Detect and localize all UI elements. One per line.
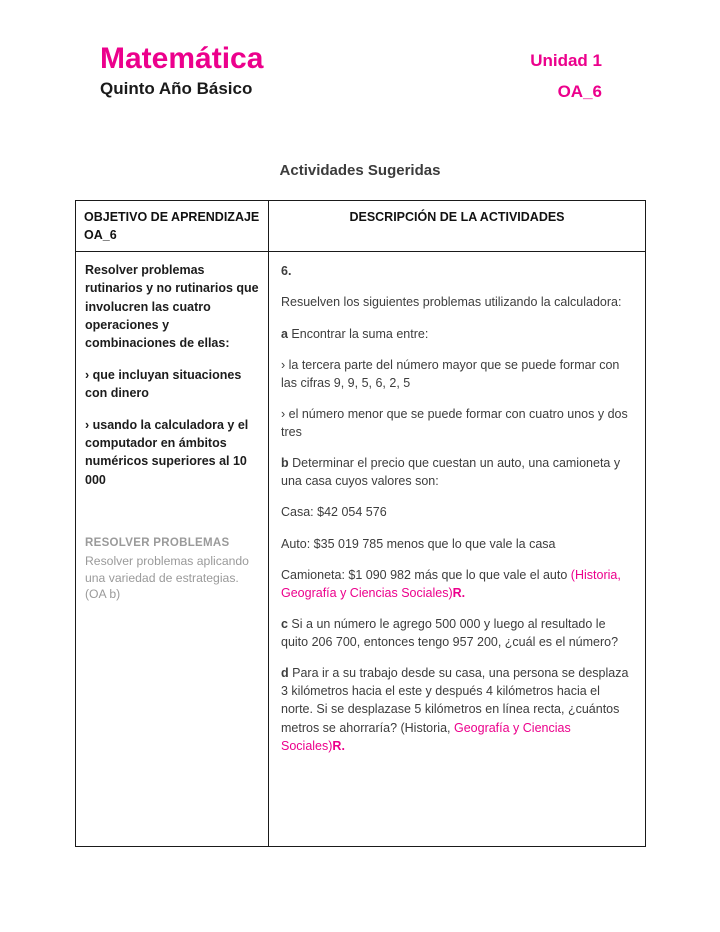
activity-number: 6. [281,264,292,279]
item-d-letter: d [281,666,289,681]
page-header [0,0,720,102]
camioneta-value [281,566,633,602]
item-c-letter: c [281,616,288,631]
camioneta-r-mark: R. [452,585,466,600]
item-b-letter: b [281,456,289,471]
item-a-text: Encontrar la suma entre: [287,326,429,341]
activity-intro: Resuelven los siguientes problemas utilizando la calculadora: [281,295,622,310]
casa-value: Casa: $42 054 576 [281,505,387,520]
subject-title: Matemática [100,42,264,75]
skill-text: Resolver problemas aplicando una variedad de estrategias. (OA b) [85,554,249,602]
activity-bullet-1: › la tercera parte del número mayor que se puede formar con las cifras 9, 9, 5, 6, 2, 5 [281,357,620,390]
objective-bullet-1: › que incluyan situaciones con dinero [85,367,242,400]
grade-subtitle: Quinto Año Básico [100,79,253,98]
activity-item-c [281,615,633,651]
skill-block [85,535,259,603]
activities-table [75,200,646,847]
auto-value: Auto: $35 019 785 menos que lo que vale la casa [281,536,556,551]
camioneta-text: Camioneta: $1 090 982 más que lo que vale el auto [281,567,571,582]
unit-label: Unidad 1 [530,51,602,70]
description-header-cell: DESCRIPCIÓN DE LA ACTIVIDADES [269,201,646,252]
header-right [530,42,602,102]
objective-header-cell: OBJETIVO DE APRENDIZAJE OA_6 [76,201,269,252]
objective-intro: Resolver problemas rutinarios y no rutinarios que involucren las cuatro operaciones y combinaciones de ellas: [85,263,259,350]
oa-code-label: OA_6 [557,82,602,101]
table-header-row [76,201,646,252]
item-d-text: Para ir a su trabajo desde su casa, una persona se desplaza 3 kilómetros hacia el este y después 4 kilómetros hacia el norte. Si se desplazase 5 kilómetros en línea recta, ¿cuántos metros se ahorraría? (Historia, [281,666,629,735]
activity-bullet-2: › el número menor que se puede formar con cuatro unos y dos tres [281,406,628,439]
item-c-text: Si a un número le agrego 500 000 y luego al resultado le quito 206 700, entonces tengo 957 200, ¿cuál es el número? [281,616,619,649]
objective-bullet-2: › usando la calculadora y el computador en ámbitos numéricos superiores al 10 000 [85,418,249,487]
item-d-r-mark: R. [332,738,345,753]
camioneta-subject-reference: (Historia, Geografía y Ciencias Sociales) [281,567,621,600]
header-left [100,42,263,99]
activity-item-a [281,325,633,343]
activity-item-d [281,664,633,755]
skill-title: RESOLVER PROBLEMAS [85,536,230,549]
section-title: Actividades Sugeridas [279,162,441,179]
item-d-subject-reference: Geografía y Ciencias Sociales) [281,720,571,753]
item-a-letter: a [281,326,288,341]
activity-item-b [281,454,633,490]
item-b-text: Determinar el precio que cuestan un auto, una camioneta y una casa cuyos valores son: [281,456,621,489]
table-body-row [76,252,646,847]
activity-cell [269,252,646,847]
objective-cell [76,252,269,847]
